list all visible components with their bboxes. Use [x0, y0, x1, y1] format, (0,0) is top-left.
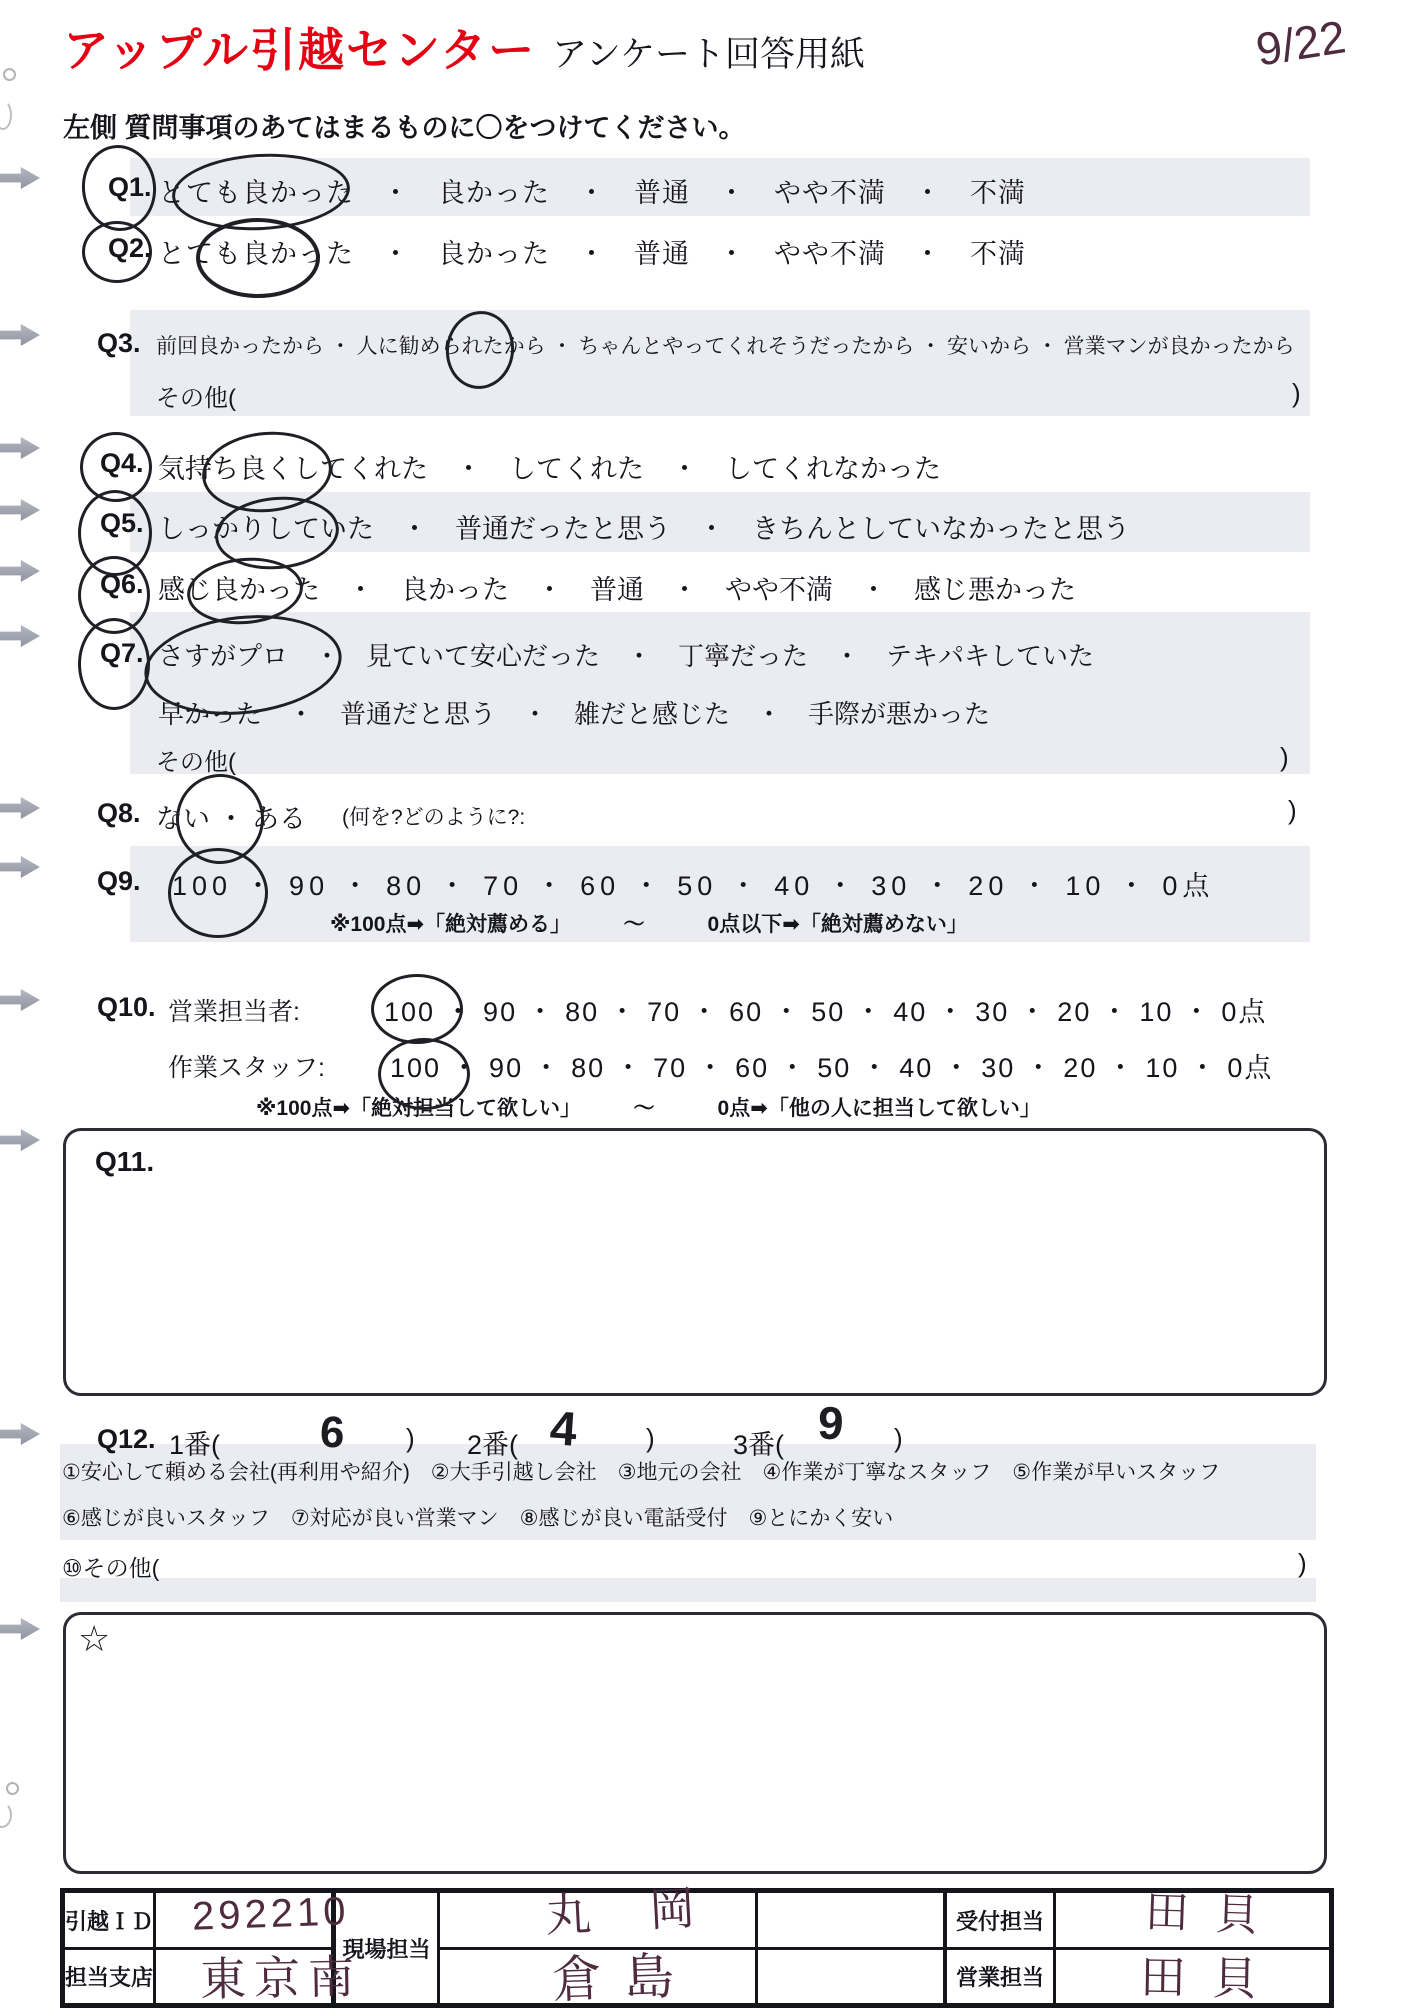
q2-label-circle [82, 221, 152, 283]
branch-label: 担当支店 [65, 1965, 154, 1990]
instruction-text: 左側 質問事項のあてはまるものに〇をつけてください。 [63, 113, 746, 143]
stripe-q12-bottom [60, 1578, 1316, 1602]
q9-note: ※100点➡「絶対薦める」 ～ 0点以下➡「絶対薦めない」 [330, 913, 968, 936]
q8-label: Q8. [97, 798, 141, 828]
free-response-box [63, 1612, 1327, 1874]
q3-options: 前回良かったから ・ 人に勧められたから ・ ちゃんとやってくれそうだったから ・ 安いから ・ 営業マンが良かったから [156, 335, 1295, 358]
q2-options: とても良かった ・ 良かった ・ 普通 ・ やや不満 ・ 不満 [158, 239, 1026, 269]
scan-artifact-mark [6, 1782, 19, 1795]
q12-rank3-close: ) [894, 1423, 903, 1453]
move-id-handwritten-value: 292210 [191, 1889, 351, 1939]
q6-options: 感じ良かった ・ 良かった ・ 普通 ・ やや不満 ・ 感じ悪かった [158, 575, 1076, 605]
q5-options: しっかりしていた ・ 普通だったと思う ・ きちんとしていなかったと思う [158, 514, 1130, 544]
margin-arrow-q5 [0, 498, 40, 522]
sales-handwritten-value: 田貝 [1139, 1950, 1285, 2006]
q7-other-label: その他( [156, 749, 236, 776]
brand-logo-text: アップル引越センター [63, 24, 537, 76]
q12-rank3-handwritten-answer: 9 [816, 1396, 845, 1450]
margin-arrow-q12 [0, 1422, 40, 1446]
scan-artifact-mark [0, 1802, 12, 1828]
q9-scale: 100 ・ 90 ・ 80 ・ 70 ・ 60 ・ 50 ・ 40 ・ 30 ・ 20 ・ 10 ・ 0点 [172, 871, 1215, 901]
move-id-label: 引越ＩＤ [65, 1908, 154, 1934]
star-icon: ☆ [78, 1618, 111, 1659]
q12-rank2-close: ) [646, 1423, 655, 1453]
site-crew-label: 現場担当 [342, 1936, 431, 1962]
margin-arrow-q6 [0, 559, 40, 583]
q1-options: とても良かった ・ 良かった ・ 普通 ・ やや不満 ・ 不満 [158, 178, 1026, 208]
q6-label: Q6. [100, 569, 144, 599]
q10-row2-scale: 100 ・ 90 ・ 80 ・ 70 ・ 60 ・ 50 ・ 40 ・ 30 ・ 20 ・ 10 ・ 0点 [390, 1053, 1274, 1083]
q5-label: Q5. [100, 508, 144, 538]
q2-label: Q2. [108, 233, 152, 263]
q4-options: 気持ち良くしてくれた ・ してくれた ・ してくれなかった [158, 454, 941, 484]
q10-row1-answer-circle [371, 974, 463, 1044]
q7-label-circle [78, 618, 150, 710]
site-crew-handwritten-value-2: 倉島 [551, 1947, 698, 2009]
scan-artifact-mark [3, 68, 16, 81]
q12-rank1-handwritten-answer: 6 [319, 1407, 346, 1458]
margin-arrow-q1 [0, 166, 40, 190]
margin-arrow-q10 [0, 988, 40, 1012]
reception-label: 受付担当 [955, 1908, 1044, 1934]
q10-row2-label: 作業スタッフ: [168, 1054, 325, 1082]
q8-detail-close-paren: ) [1288, 795, 1297, 825]
margin-arrow-freebox [0, 1617, 40, 1641]
q10-row1-label: 営業担当者: [168, 998, 300, 1026]
q7-label: Q7. [100, 638, 144, 668]
q12-rank1-open: 1番( [169, 1430, 221, 1460]
q3-label: Q3. [97, 328, 141, 358]
q9-answer-circle [168, 848, 268, 938]
reception-handwritten-value: 田貝 [1144, 1887, 1286, 1942]
q10-row1-scale: 100 ・ 90 ・ 80 ・ 70 ・ 60 ・ 50 ・ 40 ・ 30 ・ 20 ・ 10 ・ 0点 [384, 997, 1268, 1027]
q11-response-box [63, 1128, 1327, 1396]
q12-options-line1: ①安心して頼める会社(再利用や紹介) ②大手引越し会社 ③地元の会社 ④作業が丁寧なスタッフ ⑤作業が早いスタッフ [62, 1461, 1221, 1484]
q3-other-label: その他( [156, 385, 236, 412]
q3-other-close-paren: ) [1292, 378, 1301, 408]
q11-label: Q11. [95, 1146, 155, 1177]
margin-arrow-q8 [0, 796, 40, 820]
q12-rank1-close: ) [406, 1423, 415, 1453]
site-crew-handwritten-value-1: 丸岡 [543, 1878, 755, 1942]
margin-arrow-q3 [0, 323, 40, 347]
scan-artifact-mark [0, 100, 12, 130]
q10-note: ※100点➡「絶対担当して欲しい」 ～ 0点➡「他の人に担当して欲しい」 [256, 1097, 1041, 1120]
q12-other-close-paren: ) [1298, 1548, 1307, 1578]
q8-options: ない ・ ある [156, 804, 307, 834]
branch-handwritten-value: 東京南 [199, 1950, 363, 2006]
q7-other-close-paren: ) [1280, 742, 1289, 772]
margin-arrow-q9 [0, 855, 40, 879]
q1-label: Q1. [108, 172, 152, 202]
stripe-q3 [130, 310, 1310, 416]
q12-rank2-open: 2番( [467, 1430, 519, 1460]
q10-label: Q10. [97, 992, 156, 1022]
margin-arrow-q4 [0, 436, 40, 460]
q12-label: Q12. [97, 1424, 156, 1454]
margin-arrow-q11 [0, 1128, 40, 1152]
q2-answer-circle [196, 218, 320, 298]
form-title: アンケート回答用紙 [552, 35, 866, 74]
margin-arrow-q7 [0, 624, 40, 648]
q12-options-line2: ⑥感じが良いスタッフ ⑦対応が良い営業マン ⑧感じが良い電話受付 ⑨とにかく安い [62, 1507, 894, 1530]
q4-label: Q4. [100, 448, 144, 478]
q7-options-line2: 早かった ・ 普通だと思う ・ 雑だと感じた ・ 手際が悪かった [158, 699, 991, 729]
q10-row2-answer-circle [378, 1038, 470, 1110]
q12-rank2-handwritten-answer: 4 [548, 1402, 579, 1457]
q9-label: Q9. [97, 866, 141, 896]
q8-detail-label: (何を?どのように?: [342, 806, 526, 829]
handwritten-date: 9/22 [1252, 10, 1350, 76]
q12-rank3-open: 3番( [733, 1430, 785, 1460]
q12-other-label: ⑩その他( [62, 1555, 160, 1581]
q7-options-line1: さすがプロ ・ 見ていて安心だった ・ 丁寧だった ・ テキパキしていた [158, 641, 1095, 671]
header [63, 14, 865, 80]
sales-label: 営業担当 [955, 1965, 1044, 1990]
